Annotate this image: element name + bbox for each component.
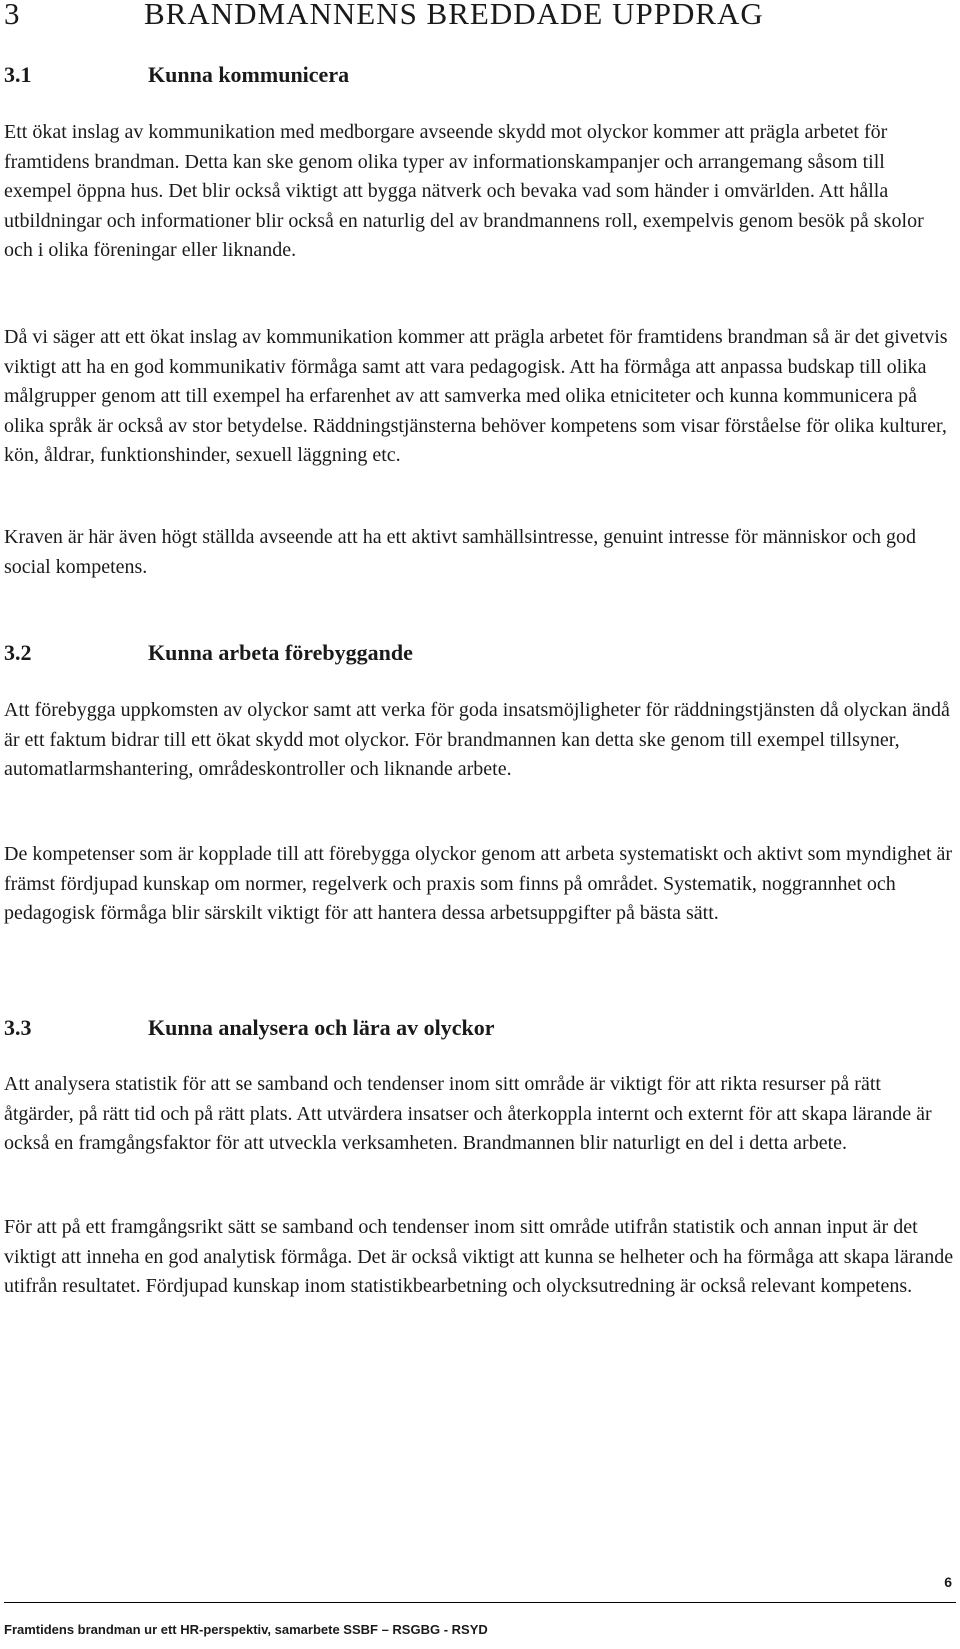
section-heading-3-2	[4, 640, 413, 666]
section-heading-3-3	[4, 1015, 495, 1041]
section-number: 3.1	[4, 62, 32, 87]
page-number: 6	[944, 1574, 952, 1590]
chapter-number: 3	[4, 0, 21, 31]
section-title: Kunna arbeta förebyggande	[148, 640, 413, 665]
page-footer: Framtidens brandman ur ett HR-perspektiv, samarbete SSBF – RSGBG - RSYD	[4, 1622, 488, 1637]
section-heading-3-1	[4, 62, 349, 88]
paragraph: Då vi säger att ett ökat inslag av kommunikation kommer att prägla arbetet för framtidens brandman så är det givetvis viktigt att ha en god kommunikativ förmåga samt att vara pedagogisk. Att ha förmåga att anpassa budskap till olika målgrupper genom att till exempel ha erfarenhet av att samverka med olika etniciteter och kunna kommunicera på olika språk är också av stor betydelse. Räddningstjänsterna behöver kompetens som visar förståelse för olika kulturer, kön, åldrar, funktionshinder, sexuell läggning etc.	[4, 326, 948, 466]
chapter-title: BRANDMANNENS BREDDADE UPPDRAG	[144, 0, 764, 31]
chapter-heading	[4, 0, 954, 32]
section-number: 3.3	[4, 1015, 32, 1040]
paragraph: Ett ökat inslag av kommunikation med medborgare avseende skydd mot olyckor kommer att prägla arbetet för framtidens brandman. Detta kan ske genom olika typer av informationskampanjer och arrangemang såsom till exempel öppna hus. Det blir också viktigt att bygga nätverk och bevaka vad som händer i omvärlden. Att hålla utbildningar och informationer blir också en naturlig del av brandmannens roll, exempelvis genom besök på skolor och i olika föreningar eller liknande.	[4, 121, 924, 261]
paragraph: Att analysera statistik för att se samband och tendenser inom sitt område är viktigt för att rikta resurser på rätt åtgärder, på rätt tid och på rätt plats. Att utvärdera insatser och återkoppla internt och externt för att skapa lärande är också en framgångsfaktor för att utveckla verksamheten. Brandmannen blir naturligt en del i detta arbete.	[4, 1073, 932, 1154]
paragraph: Att förebygga uppkomsten av olyckor samt att verka för goda insatsmöjligheter för räddningstjänsten då olyckan ändå är ett faktum bidrar till ett ökat skydd mot olyckor. För brandmannen kan detta ske genom till exempel tillsyner, automatlarmshantering, områdeskontroller och liknande arbete.	[4, 699, 950, 780]
paragraph: Kraven är här även högt ställda avseende att ha ett aktivt samhällsintresse, genuint intresse för människor och god social kompetens.	[4, 526, 916, 578]
section-title: Kunna kommunicera	[148, 62, 350, 87]
footer-divider	[4, 1602, 956, 1603]
paragraph: För att på ett framgångsrikt sätt se samband och tendenser inom sitt område utifrån statistik och annan input är det viktigt att inneha en god analytisk förmåga. Det är också viktigt att kunna se helheter och ha förmåga att skapa lärande utifrån resultatet. Fördjupad kunskap inom statistikbearbetning och olycksutredning är också relevant kompetens.	[4, 1216, 954, 1297]
section-number: 3.2	[4, 640, 32, 665]
paragraph: De kompetenser som är kopplade till att förebygga olyckor genom att arbeta systematiskt och aktivt som myndighet är främst fördjupad kunskap om normer, regelverk och praxis som finns på området. Systematik, noggrannhet och pedagogisk förmåga blir särskilt viktigt för att hantera dessa arbetsuppgifter på bästa sätt.	[4, 843, 953, 924]
section-title: Kunna analysera och lära av olyckor	[148, 1015, 495, 1040]
